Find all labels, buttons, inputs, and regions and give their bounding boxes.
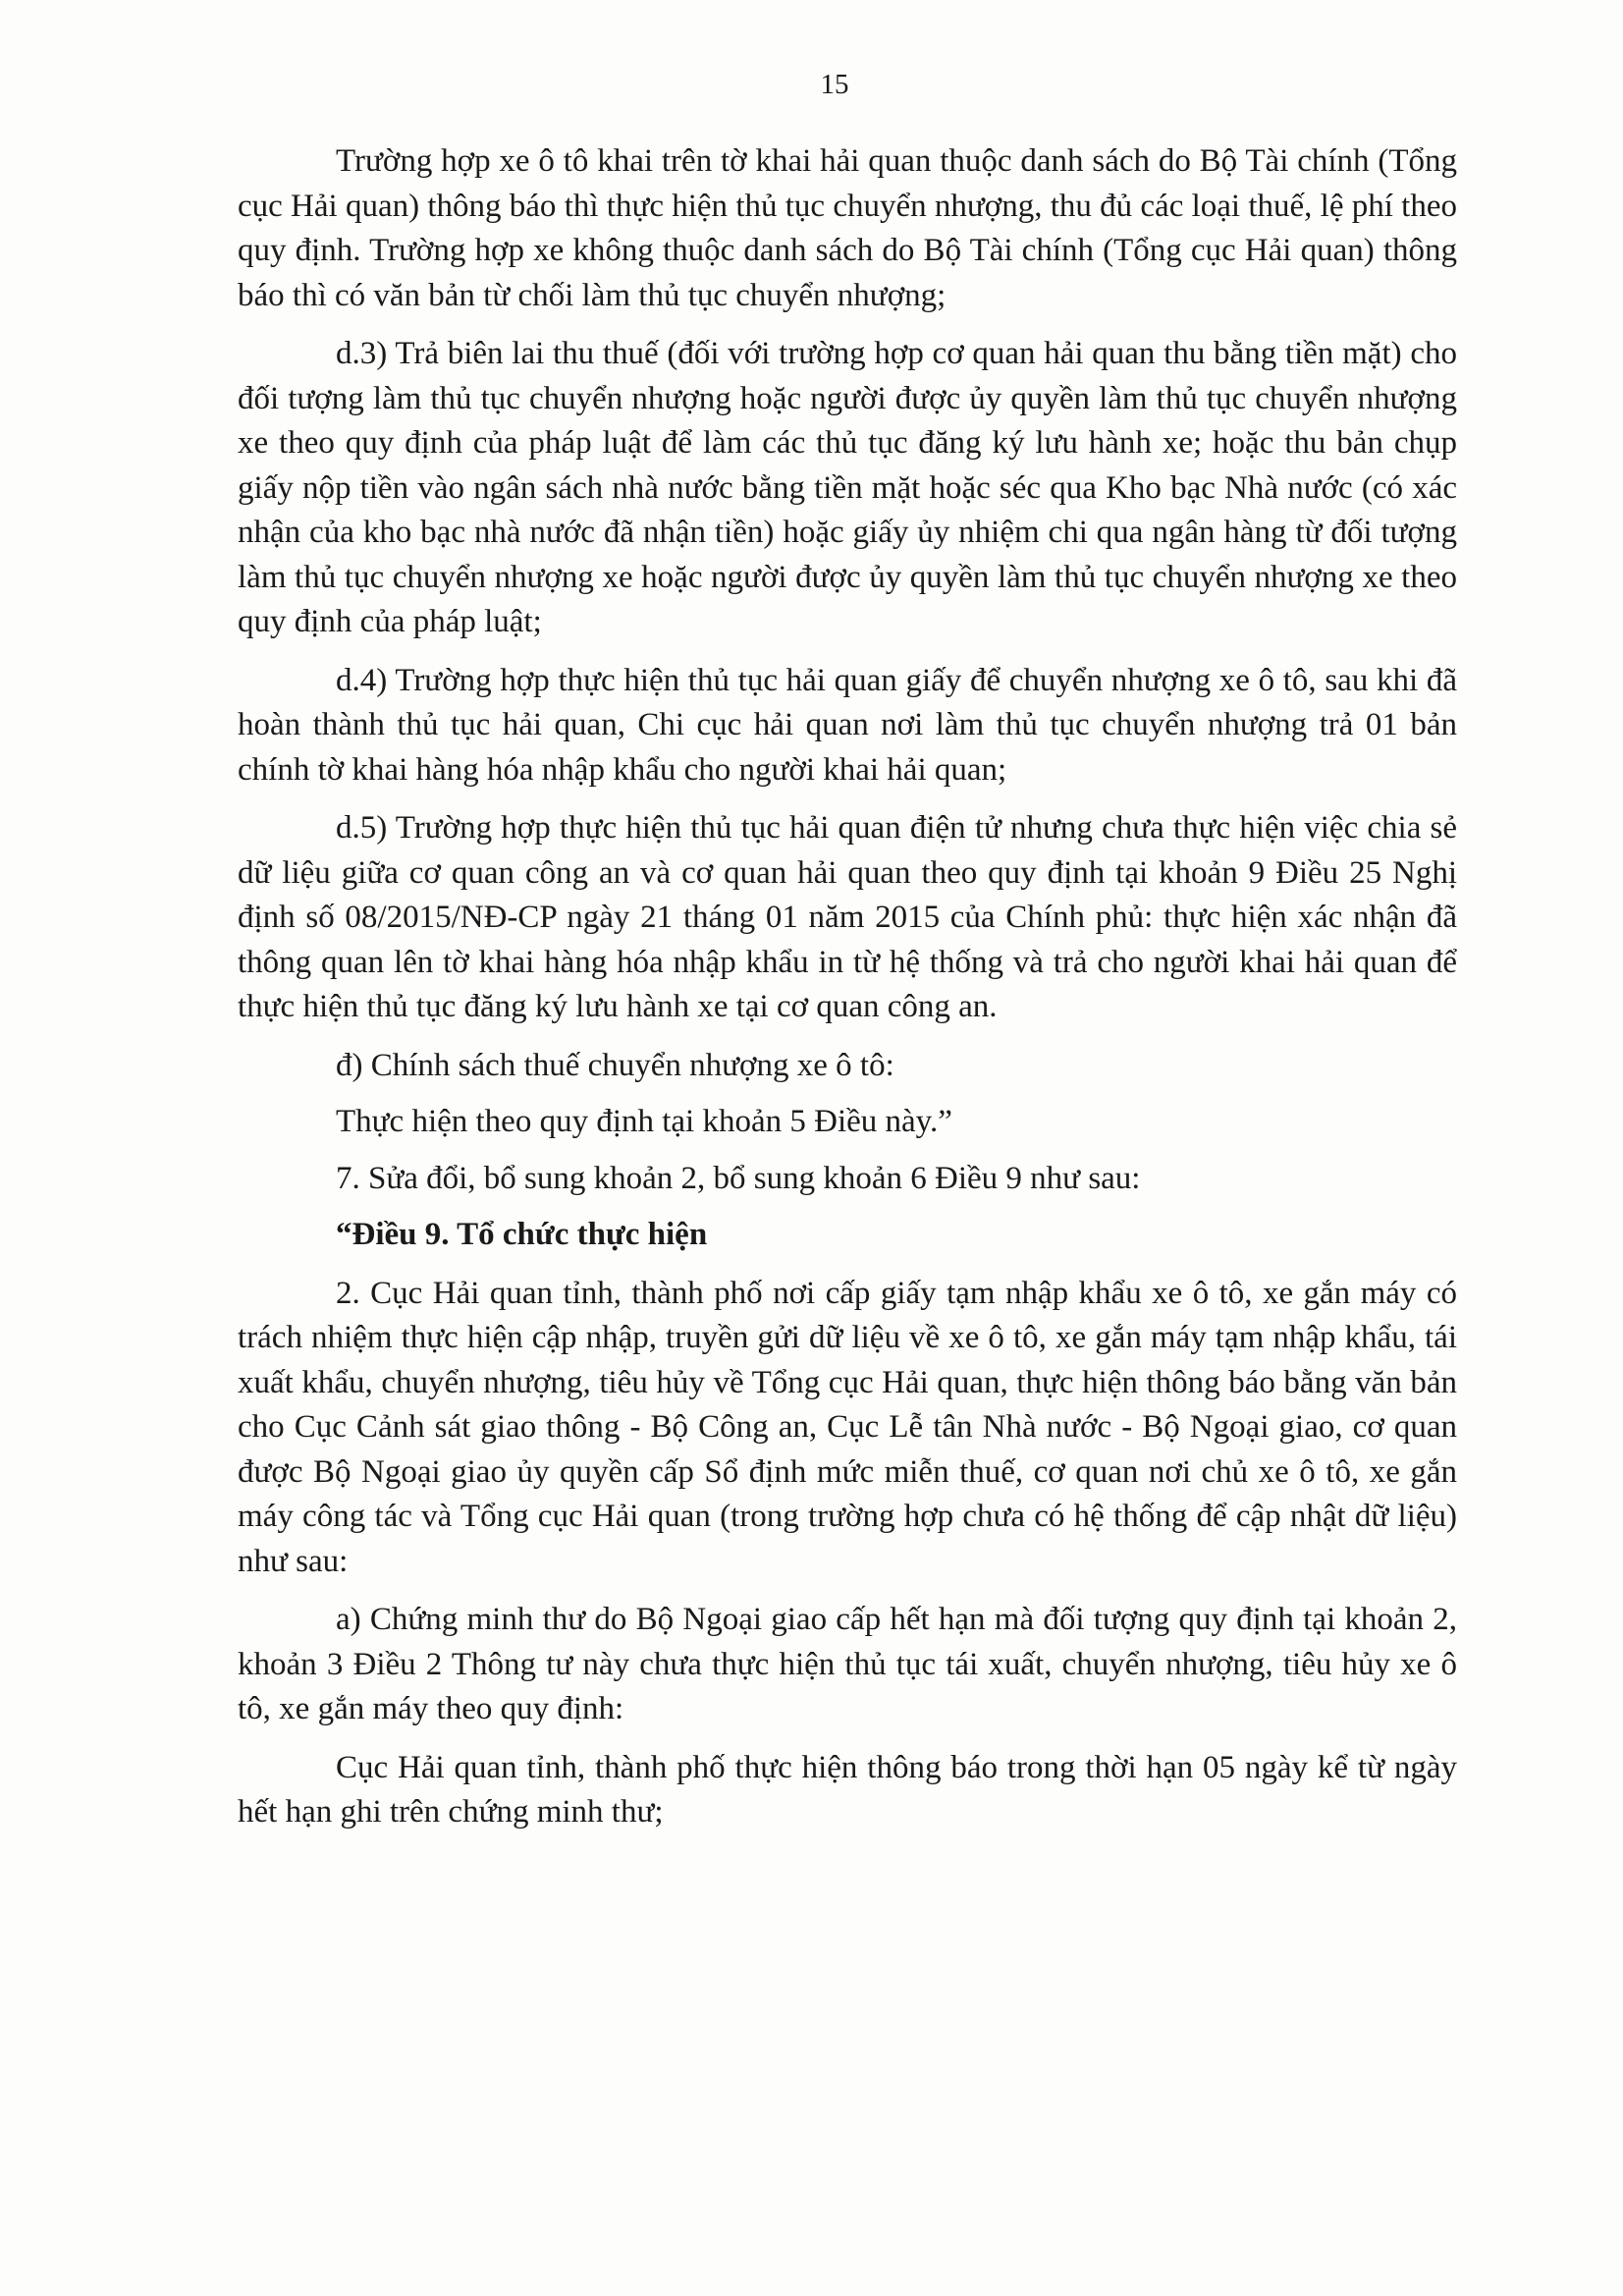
paragraph-tax-policy: đ) Chính sách thuế chuyển nhượng xe ô tô: (336, 1047, 894, 1083)
paragraph-amendment-7: 7. Sửa đổi, bổ sung khoản 2, bổ sung khoản 6 Điều 9 như sau: (336, 1160, 1141, 1196)
page-number: 15 (820, 69, 849, 100)
paragraph-vehicle-list: Trường hợp xe ô tô khai trên tờ khai hải quan thuộc danh sách do Bộ Tài chính (Tổng cục Hải quan) thông báo thì thực hiện thủ tục chuyển nhượng, thu đủ các loại thuế, lệ phí theo quy định. Trường hợp xe không thuộc danh sách do Bộ Tài chính (Tổng cục Hải quan) thông báo thì có văn bản từ chối làm thủ tục chuyển nhượng; (238, 143, 1457, 313)
paragraph-apply-clause-5: Thực hiện theo quy định tại khoản 5 Điều này.” (336, 1104, 952, 1139)
paragraph-point-a: a) Chứng minh thư do Bộ Ngoại giao cấp hết hạn mà đối tượng quy định tại khoản 2, khoản 3 Điều 2 Thông tư này chưa thực hiện thủ tục tái xuất, chuyển nhượng, tiêu hủy xe ô tô, xe gắn máy theo quy định: (238, 1602, 1457, 1726)
paragraph-d4: d.4) Trường hợp thực hiện thủ tục hải quan giấy để chuyển nhượng xe ô tô, sau khi đã hoàn thành thủ tục hải quan, Chi cục hải quan nơi làm thủ tục chuyển nhượng trả 01 bản chính tờ khai hàng hóa nhập khẩu cho người khai hải quan; (238, 662, 1457, 788)
paragraph-clause-2: 2. Cục Hải quan tỉnh, thành phố nơi cấp giấy tạm nhập khẩu xe ô tô, xe gắn máy có trách nhiệm thực hiện cập nhập, truyền gửi dữ liệu về xe ô tô, xe gắn máy tạm nhập khẩu, tái xuất khẩu, chuyển nhượng, tiêu hủy về Tổng cục Hải quan, thực hiện thông báo bằng văn bản cho Cục Cảnh sát giao thông - Bộ Công an, Cục Lễ tân Nhà nước - Bộ Ngoại giao, cơ quan được Bộ Ngoại giao ủy quyền cấp Sổ định mức miễn thuế, cơ quan nơi chủ xe ô tô, xe gắn máy công tác và Tổng cục Hải quan (trong trường hợp chưa có hệ thống để cập nhật dữ liệu) như sau: (238, 1275, 1457, 1579)
document-body (238, 139, 1457, 1849)
paragraph-notice-deadline: Cục Hải quan tỉnh, thành phố thực hiện thông báo trong thời hạn 05 ngày kể từ ngày hết hạn ghi trên chứng minh thư; (238, 1749, 1457, 1830)
paragraph-d3: d.3) Trả biên lai thu thuế (đối với trường hợp cơ quan hải quan thu bằng tiền mặt) cho đối tượng làm thủ tục chuyển nhượng hoặc người được ủy quyền làm thủ tục chuyển nhượng xe theo quy định của pháp luật để làm các thủ tục đăng ký lưu hành xe; hoặc thu bản chụp giấy nộp tiền vào ngân sách nhà nước bằng tiền mặt hoặc séc qua Kho bạc Nhà nước (có xác nhận của kho bạc nhà nước đã nhận tiền) hoặc giấy ủy nhiệm chi qua ngân hàng từ đối tượng làm thủ tục chuyển nhượng xe hoặc người được ủy quyền làm thủ tục chuyển nhượng xe theo quy định của pháp luật; (238, 336, 1457, 639)
article-9-heading: “Điều 9. Tổ chức thực hiện (336, 1217, 708, 1252)
paragraph-d5: d.5) Trường hợp thực hiện thủ tục hải quan điện tử nhưng chưa thực hiện việc chia sẻ dữ liệu giữa cơ quan công an và cơ quan hải quan theo quy định tại khoản 9 Điều 25 Nghị định số 08/2015/NĐ-CP ngày 21 tháng 01 năm 2015 của Chính phủ: thực hiện xác nhận đã thông quan lên tờ khai hàng hóa nhập khẩu in từ hệ thống và trả cho người khai hải quan để thực hiện thủ tục đăng ký lưu hành xe tại cơ quan công an. (238, 810, 1457, 1024)
